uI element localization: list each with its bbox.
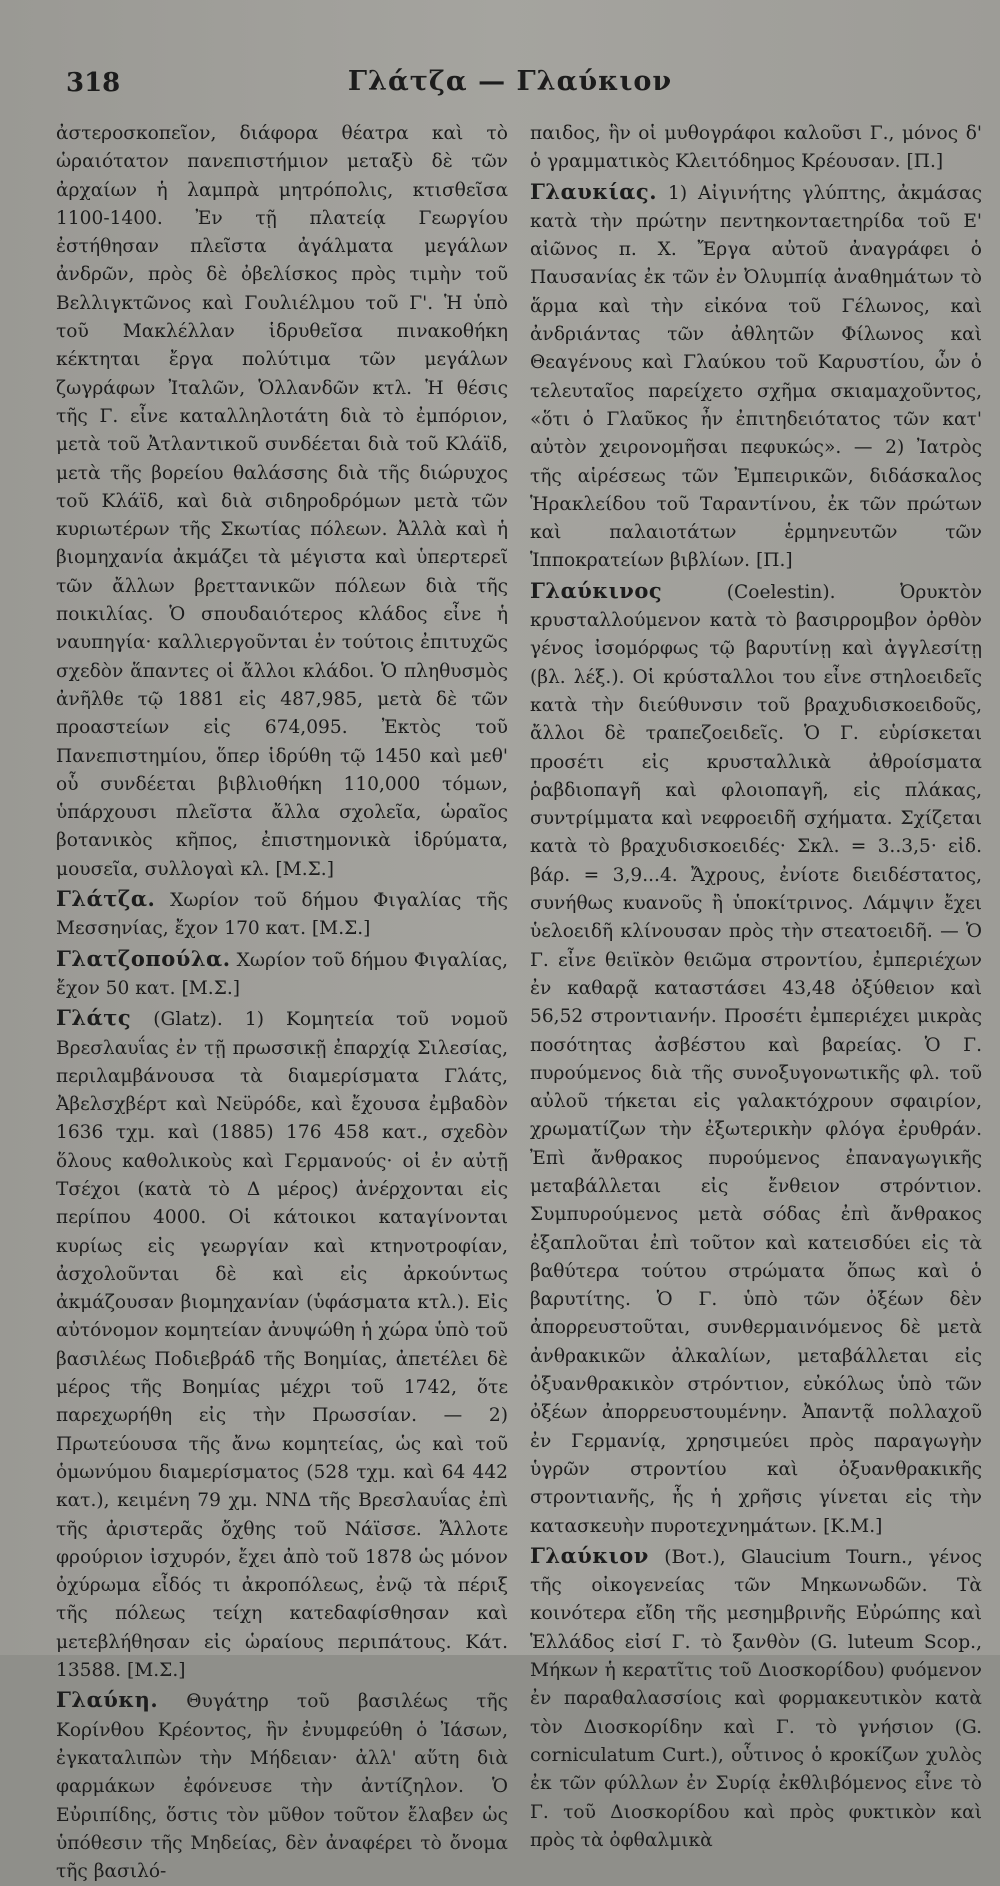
right-column <box>530 120 982 1855</box>
entry-text: ἀστεροσκοπεῖον, διάφορα θέατρα καὶ τὸ ὡραιότατον πανεπιστήμιον μεταξὺ δὲ τῶν ἀρχαίων ἡ λαμπρὰ μητρόπολις, κτισθεῖσα 1100-1400. Ἐν τῇ πλατείᾳ Γεωργίου ἐστήθησαν πλεῖστα ἀγάλματα μεγάλων ἀνδρῶν, πρὸς δὲ ὀβελίσκος πρὸς τιμὴν τοῦ Βελλιγκτῶνος καὶ Γουλιέλμου τοῦ Γ'. Ἡ ὑπὸ τοῦ Μακλέλλαν ἱδρυθεῖσα πινακοθήκη κέκτηται ἔργα πολύτιμα τῶν μεγάλων ζωγράφων Ἰταλῶν, Ὁλλανδῶν κτλ. Ἡ θέσις τῆς Γ. εἶνε καταλληλοτάτη διὰ τὸ ἐμπόριον, μετὰ τοῦ Ἀτλαντικοῦ συνδέεται διὰ τοῦ Κλάϊδ, μετὰ τῆς βορείου θαλάσσης διὰ τῆς διώρυχος τοῦ Κλάϊδ, καὶ διὰ σιδηροδρόμων μετὰ τῶν κυριωτέρων τῆς Σκωτίας πόλεων. Ἀλλὰ καὶ ἡ βιομηχανία ἀκμάζει τὰ μέγιστα καὶ ὑπερτερεῖ τῶν ἄλλων βρεττανικῶν πόλεων διὰ τῆς ποικιλίας. Ὁ σπουδαιότερος κλάδος εἶνε ἡ ναυπηγία· καλλιεργοῦνται ἐν τούτοις ἐπιτυχῶς σχεδὸν ἅπαντες οἱ ἄλλοι κλάδοι. Ὁ πληθυσμὸς ἀνῆλθε τῷ 1881 εἰς 487,985, μετὰ δὲ τῶν προαστείων εἰς 674,095. Ἐκτὸς τοῦ Πανεπιστημίου, ὅπερ ἱδρύθη τῷ 1450 καὶ μεθ' οὗ συνδέεται βιβλιοθήκη 110,000 τόμων, ὑπάρχουσι πλεῖστα ἄλλα σχολεῖα, ὡραῖος βοτανικὸς κῆπος, ἐπιστημονικὰ ἱδρύματα, μουσεῖα, συλλογαὶ κλ. [Μ.Σ.] <box>56 123 508 880</box>
left-column <box>56 120 508 1886</box>
entry-glauke <box>56 1686 508 1886</box>
entry-headword: Γλαύκη. <box>56 1687 159 1713</box>
entry-headword: Γλάτζα. <box>56 886 156 912</box>
page-header <box>60 62 960 102</box>
entry-text: 1) Αἰγινήτης γλύπτης, ἀκμάσας κατὰ τὴν πρώτην πεντηκονταετηρίδα τοῦ Ε' αἰῶνος π. Χ. Ἔργα αὐτοῦ ἀναγράφει ὁ Παυσανίας ἐκ τῶν ἐν Ὀλυμπίᾳ ἀναθημάτων τὸ ἅρμα καὶ τὴν εἰκόνα τοῦ Γέλωνος, καὶ ἀνδριάντας τῶν ἀθλητῶν Φίλωνος καὶ Θεαγένους καὶ Γλαύκου τοῦ Καρυστίου, ὧν ὁ τελευταῖος παρείχετο σχῆμα σκιαμαχοῦντος, «ὅτι ὁ Γλαῦκος ἦν ἐπιτηδειότατος τῶν κατ' αὐτὸν χειρονομῆσαι πεφυκώς». — 2) Ἰατρὸς τῆς αἱρέσεως τῶν Ἐμπειρικῶν, διδάσκαλος Ἡρακλείδου τοῦ Ταραντίνου, ἐκ τῶν πρώτων καὶ παλαιοτάτων ἑρμηνευτῶν τῶν Ἱπποκρατείων βιβλίων. [Π.] <box>530 182 982 572</box>
page-number: 318 <box>66 68 121 98</box>
entry-text: Θυγάτηρ τοῦ βασιλέως τῆς Κορίνθου Κρέοντος, ἣν ἐνυμφεύθη ὁ Ἰάσων, ἐγκαταλιπὼν τὴν Μήδειαν· ἀλλ' αὕτη διὰ φαρμάκων ἐφόνευσε τὴν ἀντίζηλον. Ὁ Εὐριπίδης, ὅστις τὸν μῦθον τοῦτον ἔλαβεν ὡς ὑπόθεσιν τῆς Μηδείας, δὲν ἀναφέρει τὸ ὄνομα τῆς βασιλό- <box>56 1691 508 1883</box>
entry-text: (Coelestin). Ὀρυκτὸν κρυσταλλούμενον κατὰ τὸ βασιρρομβον ὀρθὸν γένος ἰσομόρφως τῷ βαρυτίνῃ καὶ ἀγγλεσίτῃ (βλ. λέξ.). Οἱ κρύσταλλοι του εἶνε στηλοειδεῖς κατὰ τὴν διεύθυνσιν τοῦ βραχυδισκοειδοῦς, ἄλλοι δὲ τραπεζοειδεῖς. Ὁ Γ. εὑρίσκεται προσέτι εἰς κρυσταλλικὰ ἀθροίσματα ῥαβδιοπαγῆ καὶ φλοιοπαγῆ, εἰς πλάκας, συντρίμματα καὶ νεφροειδῆ σχήματα. Σχίζεται κατὰ τὸ βραχυδισκοειδές· Σκλ. = 3..3,5· εἰδ. βάρ. = 3,9...4. Ἄχρους, ἐνίοτε διειδέστατος, συνήθως κυανοῦς ἢ ὑποκίτρινος. Λάμψιν ἔχει ὑελοειδῆ κλίνουσαν πρὸς τὴν στεατοειδῆ. — Ὁ Γ. εἶνε θειϊκὸν θειῶμα στροντίου, ἐμπεριέχων ἐν καθαρᾷ καταστάσει 43,48 ὀξύθειον καὶ 56,52 στροντιανήν. Προσέτι ἐμπεριέχει μικρὰς ποσότητας ἀσβέστου καὶ βαρείας. Ὁ Γ. πυρούμενος διὰ τῆς συνοξυγονωτικῆς φλ. τοῦ αὐλοῦ τήκεται εἰς γαλακτόχρουν σφαιρίον, χρωματίζων τὴν ἐξωτερικὴν φλόγα ἐρυθράν. Ἐπὶ ἄνθρακος πυρούμενος ἐπαναγωγικῆς μεταβάλλεται εἰς ἔνθειον στρόντιον. Συμπυρούμενος μετὰ σόδας ἐπὶ ἄνθρακος ἐξαπλοῦται ἐπὶ τοῦτον καὶ κατεισδύει εἰς τὰ βαθύτερα τούτου στρώματα ὅπως καὶ ὁ βαρυτίτης. Ὁ Γ. ὑπὸ τῶν ὀξέων δὲν ἀπορρευστοῦται, συνθερμαινόμενος δὲ μετὰ ἀνθρακικῶν ἀλκαλίων, μεταβάλλεται εἰς ὀξυανθρακικὸν στρόντιον, εὐκόλως ὑπὸ τῶν ὀξέων ἀπορρευστουμένην. Ἀπαντᾷ πολλαχοῦ ἐν Γερμανίᾳ, χρησιμεύει πρὸς παραγωγὴν ὑγρῶν στροντίου καὶ ὀξυανθρακικῆς στροντιανῆς, ἧς ἡ χρῆσις γίνεται εἰς τὴν κατασκευὴν πυροτεχνημάτων. [Κ.Μ.] <box>530 581 982 1537</box>
running-head: Γλάτζα — Γλαύκιον <box>347 66 673 97</box>
entry-glaukias <box>530 178 982 576</box>
entry-headword: Γλαύκινος <box>530 577 663 603</box>
entry-glatzopoula <box>56 945 508 1004</box>
entry-headword: Γλατζοπούλα. <box>56 945 231 971</box>
entry-headword: Γλαυκίας. <box>530 178 658 204</box>
entry-text: (Βοτ.), Glaucium Tourn., γένος τῆς οἰκογενείας τῶν Μηκωνωδῶν. Τὰ κοινότερα εἴδη τῆς μεσημβρινῆς Εὐρώπης καὶ Ἑλλάδος εἰσί Γ. τὸ ξανθὸν (G. luteum Scop., Μήκων ἡ κερατῖτις τοῦ Διοσκορίδου) φυόμενον ἐν παραθαλασσίοις καὶ φορμακευτικὸν κατὰ τὸν Διοσκορίδην καὶ Γ. τὸ γνήσιον (G. corniculatum Curt.), οὗτινος ὁ κροκίζων χυλὸς ἐκ τῶν φύλλων ἐν Συρίᾳ ἐκθλιβόμενος εἶνε τὸ Γ. τοῦ Διοσκορίδου καὶ πρὸς φυκτικὸν καὶ πρὸς τὰ ὀφθαλμικὰ <box>530 1546 982 1851</box>
entry-glaukion <box>530 1542 982 1855</box>
entry-glats <box>56 1004 508 1685</box>
entry-text: Χωρίον τοῦ δήμου Φιγαλίας, ἔχον 50 κατ. [Μ.Σ.] <box>56 949 508 999</box>
entry-headword: Γλάτς <box>56 1005 132 1031</box>
entry-headword: Γλαύκιον <box>530 1542 649 1568</box>
entry-text: (Glatz). 1) Κομητεία τοῦ νομοῦ Βρεσλαυΐας ἐν τῇ πρωσσικῇ ἐπαρχίᾳ Σιλεσίας, περιλαμβάνουσα τὰ διαμερίσματα Γλάτς, Ἀβελσχβέρτ καὶ Νεϋρόδε, καὶ ἔχουσα ἐμβαδὸν 1636 τχμ. καὶ (1885) 176 458 κατ., σχεδὸν ὅλους καθολικοὺς καὶ Γερμανούς· οἱ ἐν αὐτῇ Τσέχοι (κατὰ τὸ Δ μέρος) ἀνέρχονται εἰς περίπου 4000. Οἱ κάτοικοι καταγίνονται κυρίως εἰς γεωργίαν καὶ κτηνοτροφίαν, ἀσχολοῦνται δὲ καὶ εἰς ἀρκούντως ἀκμάζουσαν βιομηχανίαν (ὑφάσματα κτλ.). Εἰς αὐτόνομον κομητείαν ἀνυψώθη ἡ χώρα ὑπὸ τοῦ βασιλέως Ποδιεβράδ τῆς Βοημίας, ἀπετέλει δὲ μέρος τῆς Βοημίας μέχρι τοῦ 1742, ὅτε παρεχωρήθη εἰς τὴν Πρωσσίαν. — 2) Πρωτεύουσα τῆς ἄνω κομητείας, ὡς καὶ τοῦ ὁμωνύμου διαμερίσματος (528 τχμ. καὶ 64 442 κατ.), κειμένη 79 χμ. ΝΝΔ τῆς Βρεσλαυΐας ἐπὶ τῆς ἀριστερᾶς ὄχθης τοῦ Νάϊσσε. Ἄλλοτε φρούριον ἰσχυρόν, ἔχει ἀπὸ τοῦ 1878 ὡς μόνον ὀχύρωμα εἶδός τι ἀκροπόλεως, ἐνῷ τὰ πέριξ τῆς πόλεως τείχη κατεδαφίσθησαν καὶ μετεβλήθησαν εἰς ὡραίους περιπάτους. Κάτ. 13588. [Μ.Σ.] <box>56 1009 508 1682</box>
entry-continuation <box>56 120 508 884</box>
entry-text: Χωρίον τοῦ δήμου Φιγαλίας τῆς Μεσσηνίας, ἔχον 170 κατ. [Μ.Σ.] <box>56 890 508 940</box>
entry-continuation <box>530 120 982 177</box>
entry-glatza <box>56 885 508 944</box>
entry-text: παιδος, ἣν οἱ μυθογράφοι καλοῦσι Γ., μόνος δ' ὁ γραμματικὸς Κλειτόδημος Κρέουσαν. [Π.] <box>530 123 982 173</box>
entry-glaukinos <box>530 577 982 1541</box>
